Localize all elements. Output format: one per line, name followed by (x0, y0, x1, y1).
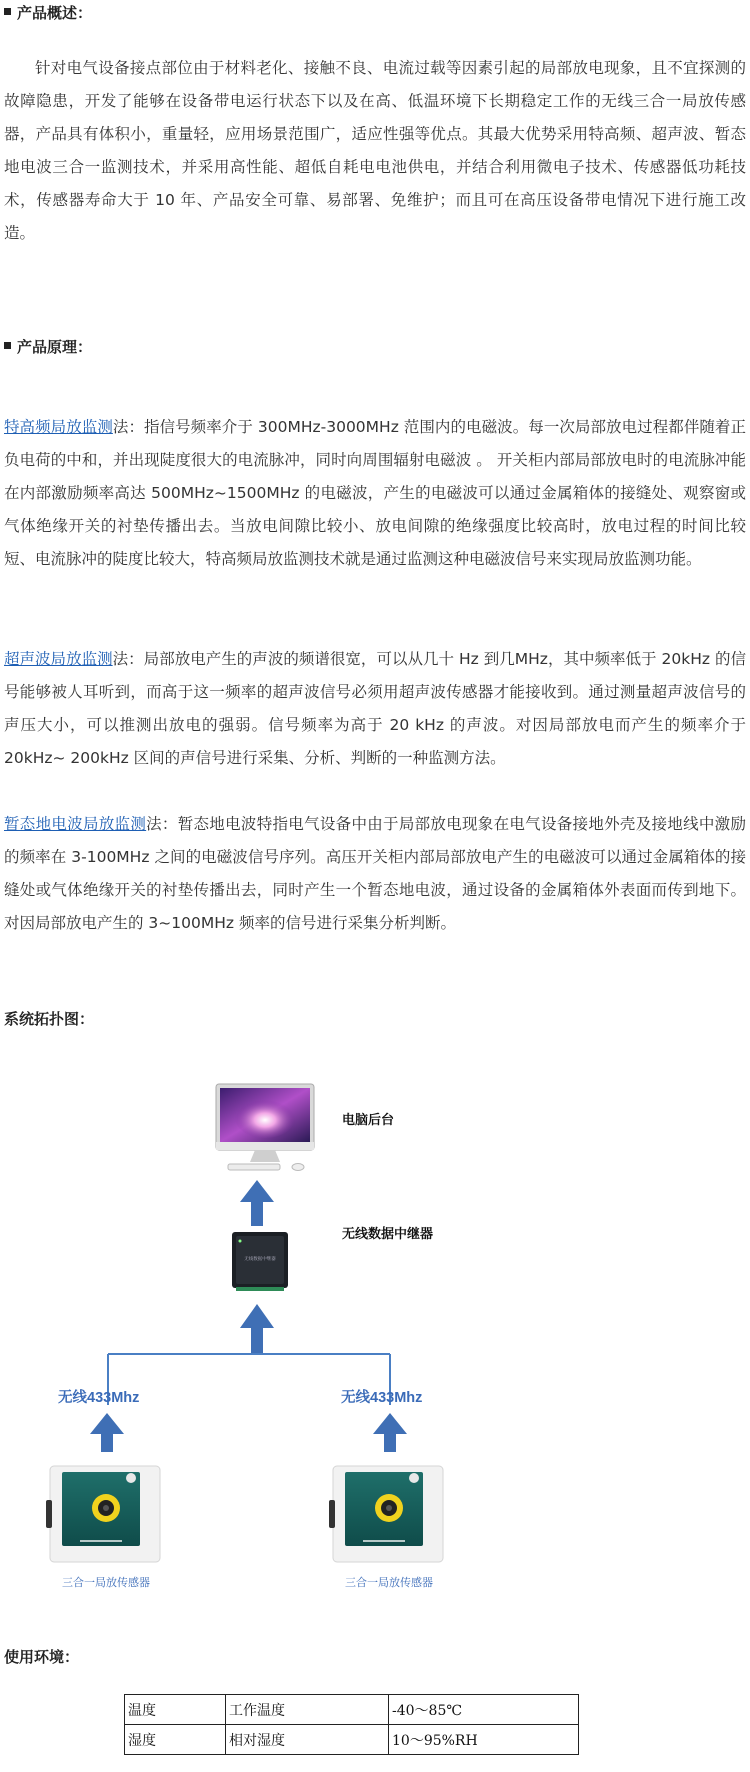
tev-link[interactable]: 暂态地电波局放监测 (4, 815, 147, 833)
repeater-label: 无线数据中继器 (342, 1226, 434, 1241)
computer-label: 电脑后台 (342, 1112, 395, 1127)
repeater-device-icon (232, 1232, 288, 1291)
table-cell: 相对湿度 (226, 1725, 389, 1755)
tev-text: 法：暂态地电波特指电气设备中由于局部放电现象在电气设备接地外壳及接地线中激励的频率在 3-100MHz 之间的电磁波信号序列。高压开关柜内部局部放电产生的电磁波可以通过金属箱体的接缝处或气体绝缘开关的衬垫传播出去，同时产生一个暂态地电波，通过设备的金属箱体外表面而传到地下。对因局部放电产生的 3~100MHz 频率的信号进行采集分析判断。 (4, 815, 746, 932)
table-cell: -40～85℃ (389, 1695, 579, 1725)
arrow-up-icon (90, 1413, 124, 1452)
sensor-label-right: 三合一局放传感器 (345, 1577, 433, 1589)
tev-paragraph (4, 808, 746, 940)
wireless-label-left: 无线433Mhz (58, 1390, 140, 1406)
uhf-text: 法：指信号频率介于 300MHz-3000MHz 范围内的电磁波。每一次局部放电过程都伴随着正负电荷的中和，并出现陡度很大的电流脉冲，同时向周围辐射电磁波 。 开关柜内部局部放电时的电流脉冲能在内部激励频率高达 500MHz~1500MHz 的电磁波，产生的电磁波可以通过金属箱体的接缝处、观察窗或气体绝缘开关的衬垫传播出去。当放电间隙比较小、放电间隙的绝缘强度比较高时，放电过程的时间比较短、电流脉冲的陡度比较大，特高频局放监测技术就是通过监测这种电磁波信号来实现局放监测功能。 (4, 418, 746, 568)
uhf-link[interactable]: 特高频局放监测 (4, 418, 113, 436)
overview-paragraph: 针对电气设备接点部位由于材料老化、接触不良、电流过载等因素引起的局部放电现象，且不宜探测的故障隐患，开发了能够在设备带电运行状态下以及在高、低温环境下长期稳定工作的无线三合一局放传感器，产品具有体积小，重量轻，应用场景范围广，适应性强等优点。其最大优势采用特高频、超声波、暂态地电波三合一监测技术，并采用高性能、超低自耗电电池供电，并结合利用微电子技术、传感器低功耗技术，传感器寿命大于 10 年、产品安全可靠、易部署、免维护；而且可在高压设备带电情况下进行施工改造。 (4, 59, 746, 242)
table-cell: 10～95%RH (389, 1725, 579, 1755)
computer-icon (216, 1084, 314, 1171)
table-row (125, 1725, 579, 1755)
arrow-up-icon (373, 1413, 407, 1452)
principle-title: 产品原理： (17, 338, 93, 356)
topology-diagram (0, 1080, 750, 1600)
topology-title: 系统拓扑图： (4, 1010, 95, 1028)
table-cell: 工作温度 (226, 1695, 389, 1725)
principle-heading (4, 336, 92, 357)
sensor-device-icon-left (46, 1466, 160, 1562)
overview-title: 产品概述： (17, 4, 93, 22)
table-cell: 湿度 (125, 1725, 226, 1755)
table-row (125, 1695, 579, 1725)
square-bullet-icon (4, 8, 11, 15)
environment-title: 使用环境： (4, 1648, 80, 1666)
sensor-label-left: 三合一局放传感器 (62, 1577, 150, 1589)
overview-heading (4, 2, 92, 23)
ultrasonic-text: 法：局部放电产生的声波的频谱很宽，可以从几十 Hz 到几MHz，其中频率低于 20kHz 的信号能够被人耳听到，而高于这一频率的超声波信号必须用超声波传感器才能接收到。通过测量超声波信号的声压大小，可以推测出放电的强弱。信号频率为高于 20 kHz 的声波。对因局部放电而产生的频率介于 20kHz~ 200kHz 区间的声信号进行采集、分析、判断的一种监测方法。 (4, 650, 746, 767)
square-bullet-icon (4, 342, 11, 349)
arrow-up-icon (240, 1304, 274, 1354)
wireless-label-right: 无线433Mhz (341, 1390, 423, 1406)
environment-table (124, 1694, 579, 1755)
sensor-device-icon-right (329, 1466, 443, 1562)
ultrasonic-link[interactable]: 超声波局放监测 (4, 650, 113, 668)
table-cell: 温度 (125, 1695, 226, 1725)
ultrasonic-paragraph (4, 643, 746, 775)
arrow-up-icon (240, 1180, 274, 1226)
svg-text:无线数据中继器: 无线数据中继器 (244, 1257, 276, 1262)
uhf-paragraph (4, 411, 746, 576)
